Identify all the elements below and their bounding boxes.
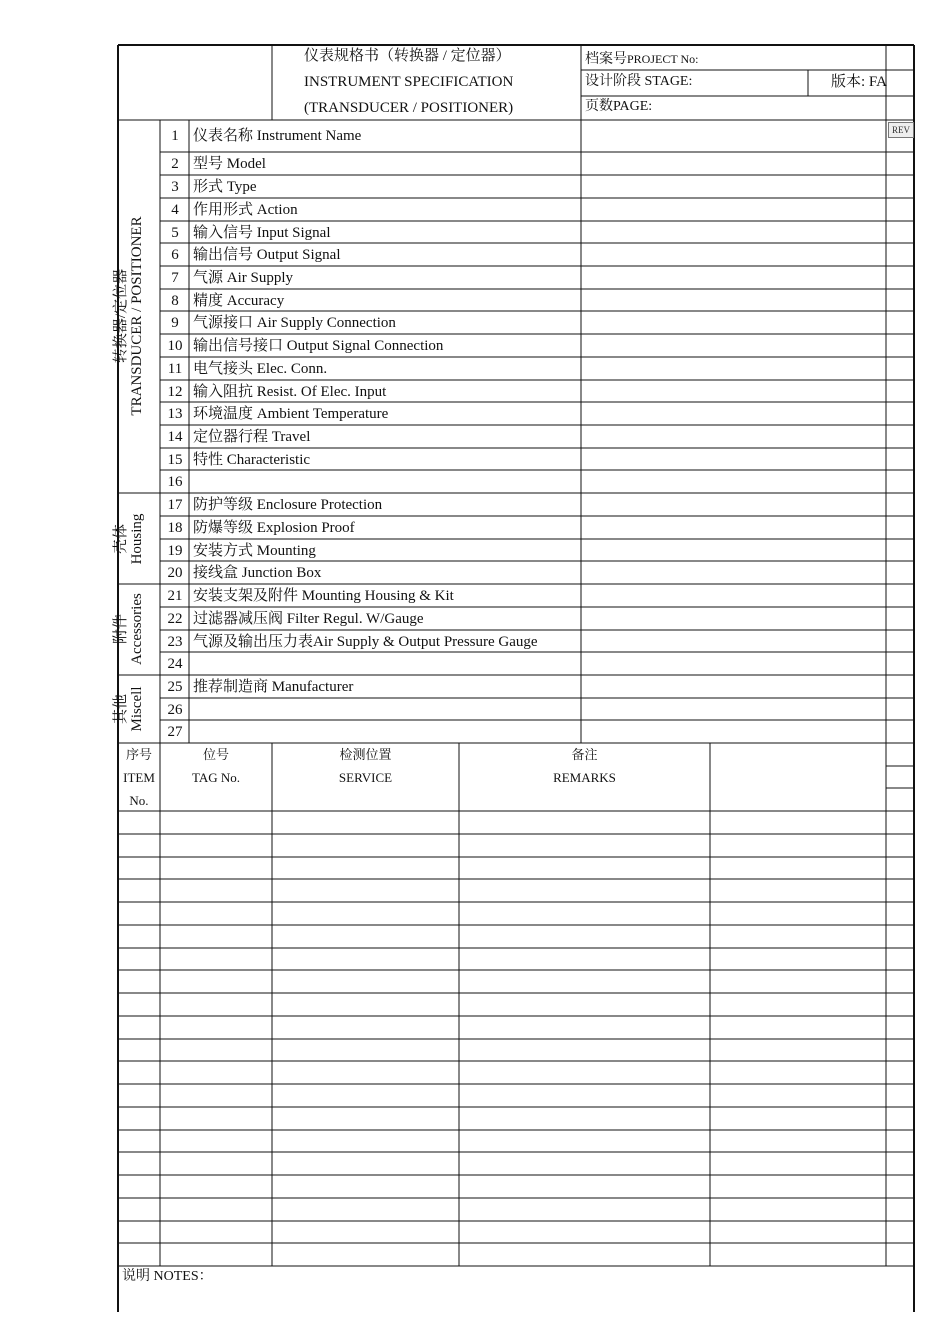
group-transducer-label [114,216,158,416]
spec-row-number: 25 [167,679,183,695]
spec-row-number: 18 [167,520,183,536]
spec-row-label: 精度 Accuracy [193,293,285,309]
group-misc-cn: 其他 [113,694,129,725]
spec-row-number: 16 [167,474,183,490]
spec-row-number: 20 [167,565,183,581]
rev-label: REV [888,122,914,138]
spec-row-number: 7 [171,270,179,286]
spec-row-label: 特性 Characteristic [193,452,311,468]
version-label: 版本: FA [831,74,887,90]
project-number-label [585,51,698,67]
group-accessories-en: Accessories [128,593,145,665]
spec-row-number: 27 [167,724,183,740]
spec-row-label: 输出信号 Output Signal [193,247,341,263]
spec-row-number: 2 [171,156,179,172]
spec-row-number: 8 [171,293,179,309]
spec-row-label: 型号 Model [193,156,266,172]
col-item-cn: 序号 [125,747,152,762]
spec-row-label: 仪表名称 Instrument Name [193,128,362,144]
spec-row-label: 形式 Type [193,179,257,195]
spec-row-number: 21 [167,588,183,604]
spec-row-number: 5 [171,225,179,241]
spec-row-number: 19 [167,543,183,559]
spec-row-number: 1 [171,128,179,144]
project-label-en: PROJECT No: [627,52,699,66]
spec-row-label: 气源接口 Air Supply Connection [193,315,396,331]
title-en-line1: INSTRUMENT SPECIFICATION [304,74,514,90]
spec-row-number: 6 [171,247,179,263]
col-remarks-cn: 备注 [571,747,598,762]
stage-label: 设计阶段 STAGE: [585,74,693,89]
spec-row-number: 3 [171,179,179,195]
spec-row-label: 防护等级 Enclosure Protection [193,497,383,513]
spec-row-label: 推荐制造商 Manufacturer [193,679,354,695]
spec-row-number: 14 [167,429,183,445]
spec-row-label: 输出信号接口 Output Signal Connection [193,338,444,354]
title-en-line2: (TRANSDUCER / POSITIONER) [304,100,514,116]
group-misc-label [114,677,158,741]
group-housing-label [114,497,158,581]
spec-row-label: 安装方式 Mounting [193,543,316,559]
col-remarks-en: REMARKS [553,770,616,785]
spec-row-label: 安装支架及附件 Mounting Housing & Kit [193,588,454,604]
group-accessories-cn: 附件 [113,614,129,645]
spec-row-number: 11 [167,361,183,377]
spec-row-number: 15 [167,452,183,468]
spec-row-number: 24 [167,656,183,672]
spec-row-label: 接线盒 Junction Box [193,565,322,581]
spec-row-number: 9 [171,315,179,331]
col-item-no: No. [129,793,149,808]
title-cn: 仪表规格书（转换器 / 定位器） [304,48,511,64]
spec-row-label: 气源 Air Supply [193,270,294,286]
spec-row-label: 输入阻抗 Resist. Of Elec. Input [193,384,387,400]
spec-row-label: 定位器行程 Travel [193,429,311,445]
spec-row-number: 17 [167,497,183,513]
spec-row-label: 环境温度 Ambient Temperature [193,406,389,422]
spec-row-label: 气源及输出压力表Air Supply & Output Pressure Gauge [193,634,538,650]
spec-row-number: 4 [171,202,179,218]
group-housing-cn: 壳体 [113,524,129,555]
col-service-en: SERVICE [338,770,393,785]
col-service-cn: 检测位置 [339,747,392,762]
spec-row-number: 23 [167,634,183,650]
col-tag-cn: 位号 [202,747,229,762]
spec-row-label: 输入信号 Input Signal [193,225,331,241]
page-label: 页数PAGE: [585,99,653,114]
spec-row-number: 22 [167,611,183,627]
spec-row-label: 作用形式 Action [193,202,298,218]
notes-label: 说明 NOTES： [122,1269,213,1284]
group-housing-en: Housing [128,513,145,565]
spec-row-number: 13 [167,406,183,422]
col-tag-en: TAG No. [191,770,241,785]
group-accessories-label [114,587,158,671]
spec-row-label: 电气接头 Elec. Conn. [193,361,328,377]
group-misc-en: Miscell [128,686,145,732]
group-transducer-en: TRANSDUCER / POSITIONER [128,216,145,416]
spec-row-number: 10 [167,338,183,354]
col-item-en: ITEM [123,770,155,785]
spec-row-label: 防爆等级 Explosion Proof [193,520,355,536]
spec-row-label: 过滤器减压阀 Filter Regul. W/Gauge [193,611,424,627]
spec-row-number: 12 [167,384,183,400]
spec-row-number: 26 [167,702,183,718]
group-transducer-cn: 转换器/定位器 [113,268,129,364]
project-label-cn: 档案号 [585,52,627,67]
